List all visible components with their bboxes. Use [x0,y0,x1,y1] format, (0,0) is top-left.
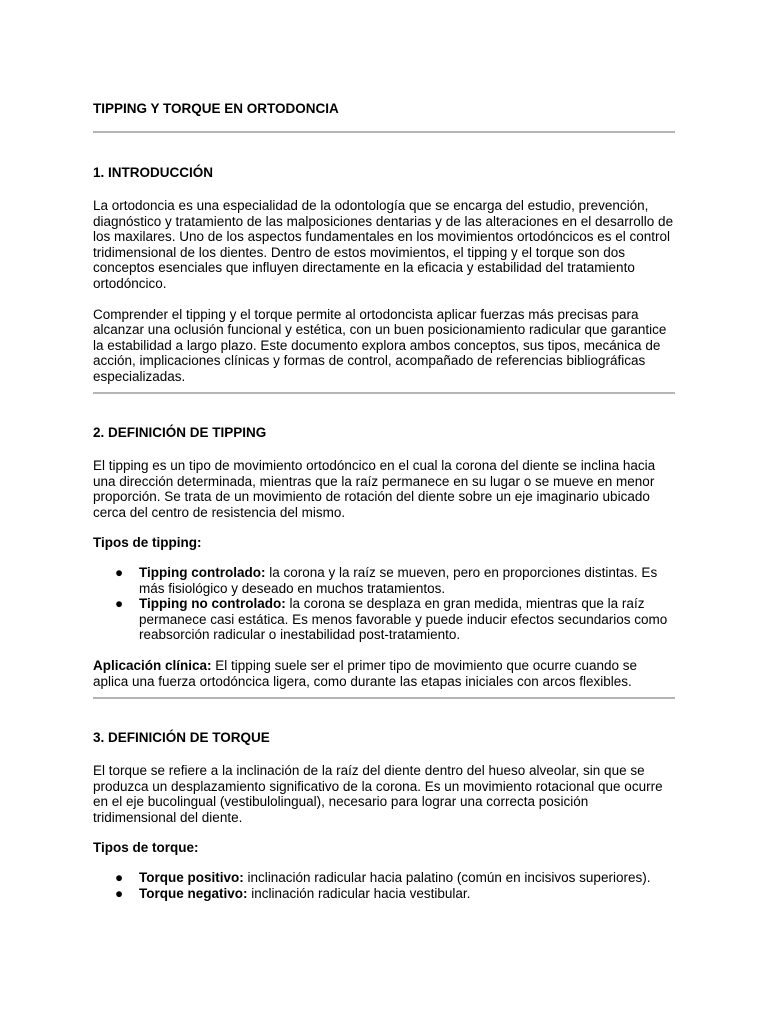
paragraph: La ortodoncia es una especialidad de la odontología que se encarga del estudio, prevención, diagnóstico y tratamiento de las malposiciones dentarias y de las alteraciones en el desarrollo de los maxilares. Uno de los aspectos fundamentales en los movimientos ortodóncicos es el control tridimensional de los dientes. Dentro de estos movimientos, el tipping y el torque son dos conceptos esenciales que influyen directamente en la eficacia y estabilidad del tratamiento ortodóncico. [93,198,674,291]
document-title: TIPPING Y TORQUE EN ORTODONCIA [93,101,339,116]
clinical-text: El tipping suele ser el primer tipo de movimiento que ocurre cuando se aplica una fuerza ortodóncica ligera, como durante las etapas iniciales con arcos flexibles. [93,657,638,689]
list-item [93,886,675,902]
bullet-list [93,870,675,901]
list-item-text: inclinación radicular hacia vestibular. [247,885,471,901]
list-item [93,565,675,596]
list-item-text: inclinación radicular hacia palatino (común en incisivos superiores). [243,869,651,885]
list-item-term: Torque negativo: [139,885,248,901]
paragraph: El tipping es un tipo de movimiento ortodóncico en el cual la corona del diente se inclina hacia una dirección determinada, mientras que la raíz permanece en su lugar o se mueve en menor proporción. Se trata de un movimiento de rotación del diente sobre un eje imaginario ubicado cerca del centro de resistencia del mismo. [93,458,656,520]
divider [93,697,675,699]
list-item-text: la corona se desplaza en gran medida, mientras que la raíz permanece casi estática. Es menos favorable y puede inducir efectos secundarios como reabsorción radicular o inestabilidad post-tratamiento. [139,596,668,643]
bullet-icon: ● [115,885,124,901]
bullet-icon: ● [115,564,124,580]
bullet-icon: ● [115,596,124,612]
divider [93,131,675,133]
subheading: Tipos de torque: [93,840,199,856]
paragraph: El torque se refiere a la inclinación de la raíz del diente dentro del hueso alveolar, sin que se produzca un desplazamiento significativo de la corona. Es un movimiento rotacional que ocurre en el eje bucolingual (vestibulolingual), necesario para lograr una correcta posición tridimensional del diente. [93,763,663,825]
bullet-icon: ● [115,869,124,885]
section-heading: 1. INTRODUCCIÓN [93,165,214,180]
section-heading: 2. DEFINICIÓN DE TIPPING [93,425,267,440]
paragraph [93,658,675,689]
paragraph: Comprender el tipping y el torque permite al ortodoncista aplicar fuerzas más precisas para alcanzar una oclusión funcional y estética, con un buen posicionamiento radicular que garantice la estabilidad a largo plazo. Este documento explora ambos conceptos, sus tipos, mecánica de acción, implicaciones clínicas y formas de control, acompañado de referencias bibliográficas especializadas. [93,306,667,384]
list-item [93,596,675,643]
list-item-text: la corona y la raíz se mueven, pero en proporciones distintas. Es más fisiológico y deseado en muchos tratamientos. [139,564,658,596]
clinical-label: Aplicación clínica: [93,657,212,673]
list-item [93,870,675,886]
list-item-term: Tipping controlado: [139,564,266,580]
list-item-term: Tipping no controlado: [139,596,286,612]
section-torque [93,730,675,916]
bullet-list [93,565,675,643]
list-item-term: Torque positivo: [139,869,244,885]
divider [93,392,675,394]
section-heading: 3. DEFINICIÓN DE TORQUE [93,730,270,745]
subheading: Tipos de tipping: [93,535,202,551]
section-introduction [93,165,675,400]
section-tipping [93,425,675,704]
